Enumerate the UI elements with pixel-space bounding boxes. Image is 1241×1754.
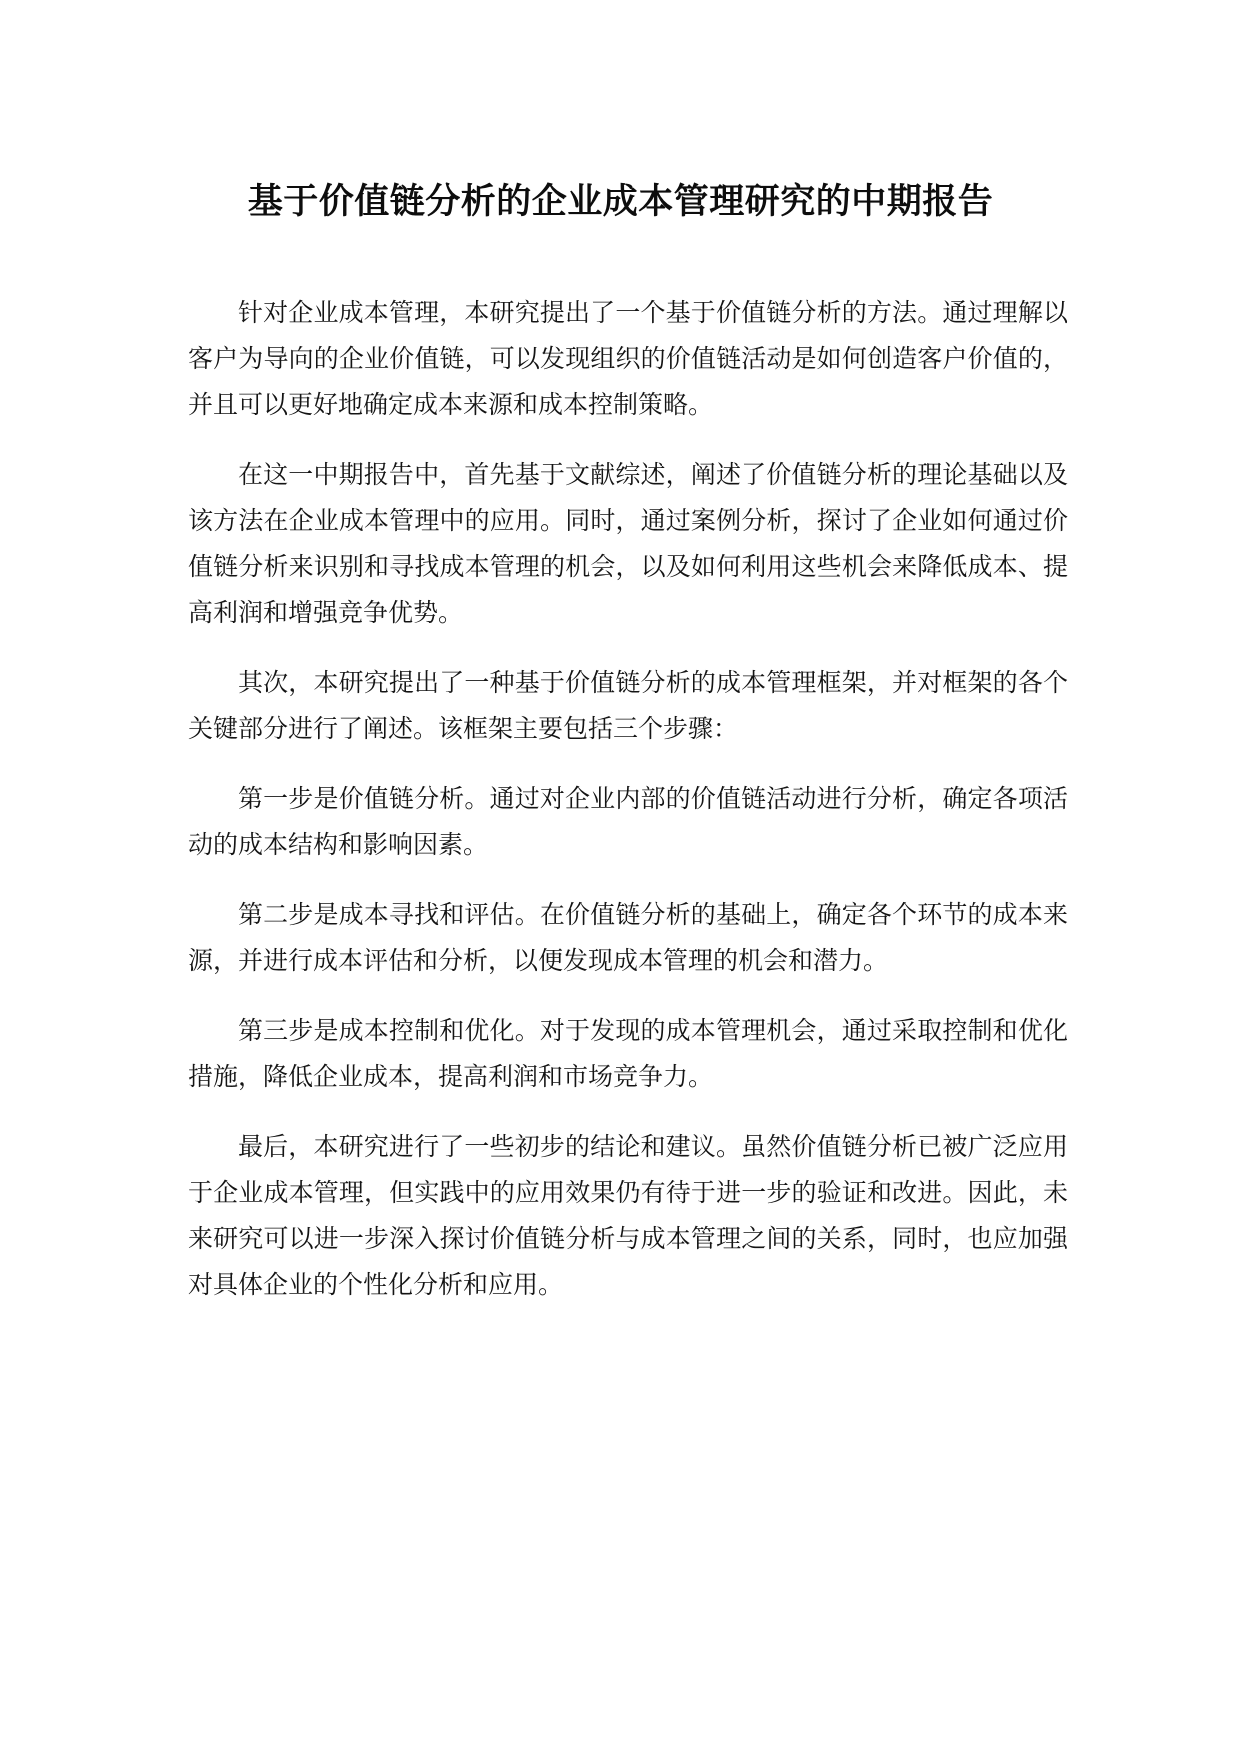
document-title: 基于价值链分析的企业成本管理研究的中期报告: [247, 182, 994, 222]
paragraph-step-three: 第三步是成本控制和优化。对于发现的成本管理机会，通过采取控制和优化措施，降低企业成本，提高利润和市场竞争力。: [188, 1016, 1068, 1091]
paragraph-step-one: 第一步是价值链分析。通过对企业内部的价值链活动进行分析，确定各项活动的成本结构和影响因素。: [188, 784, 1068, 859]
paragraph-literature-review: 在这一中期报告中，首先基于文献综述，阐述了价值链分析的理论基础以及该方法在企业成本管理中的应用。同时，通过案例分析，探讨了企业如何通过价值链分析来识别和寻找成本管理的机会，以及如何利用这些机会来降低成本、提高利润和增强竞争优势。: [188, 460, 1068, 627]
document-body: [188, 290, 1068, 1332]
paragraph-step-two: 第二步是成本寻找和评估。在价值链分析的基础上，确定各个环节的成本来源，并进行成本评估和分析，以便发现成本管理的机会和潜力。: [188, 900, 1068, 975]
paragraph-framework: 其次，本研究提出了一种基于价值链分析的成本管理框架，并对框架的各个关键部分进行了阐述。该框架主要包括三个步骤：: [188, 668, 1068, 743]
paragraph-conclusion: 最后，本研究进行了一些初步的结论和建议。虽然价值链分析已被广泛应用于企业成本管理，但实践中的应用效果仍有待于进一步的验证和改进。因此，未来研究可以进一步深入探讨价值链分析与成本管理之间的关系，同时，也应加强对具体企业的个性化分析和应用。: [188, 1132, 1068, 1299]
paragraph-intro: 针对企业成本管理，本研究提出了一个基于价值链分析的方法。通过理解以客户为导向的企业价值链，可以发现组织的价值链活动是如何创造客户价值的，并且可以更好地确定成本来源和成本控制策略。: [188, 298, 1068, 419]
